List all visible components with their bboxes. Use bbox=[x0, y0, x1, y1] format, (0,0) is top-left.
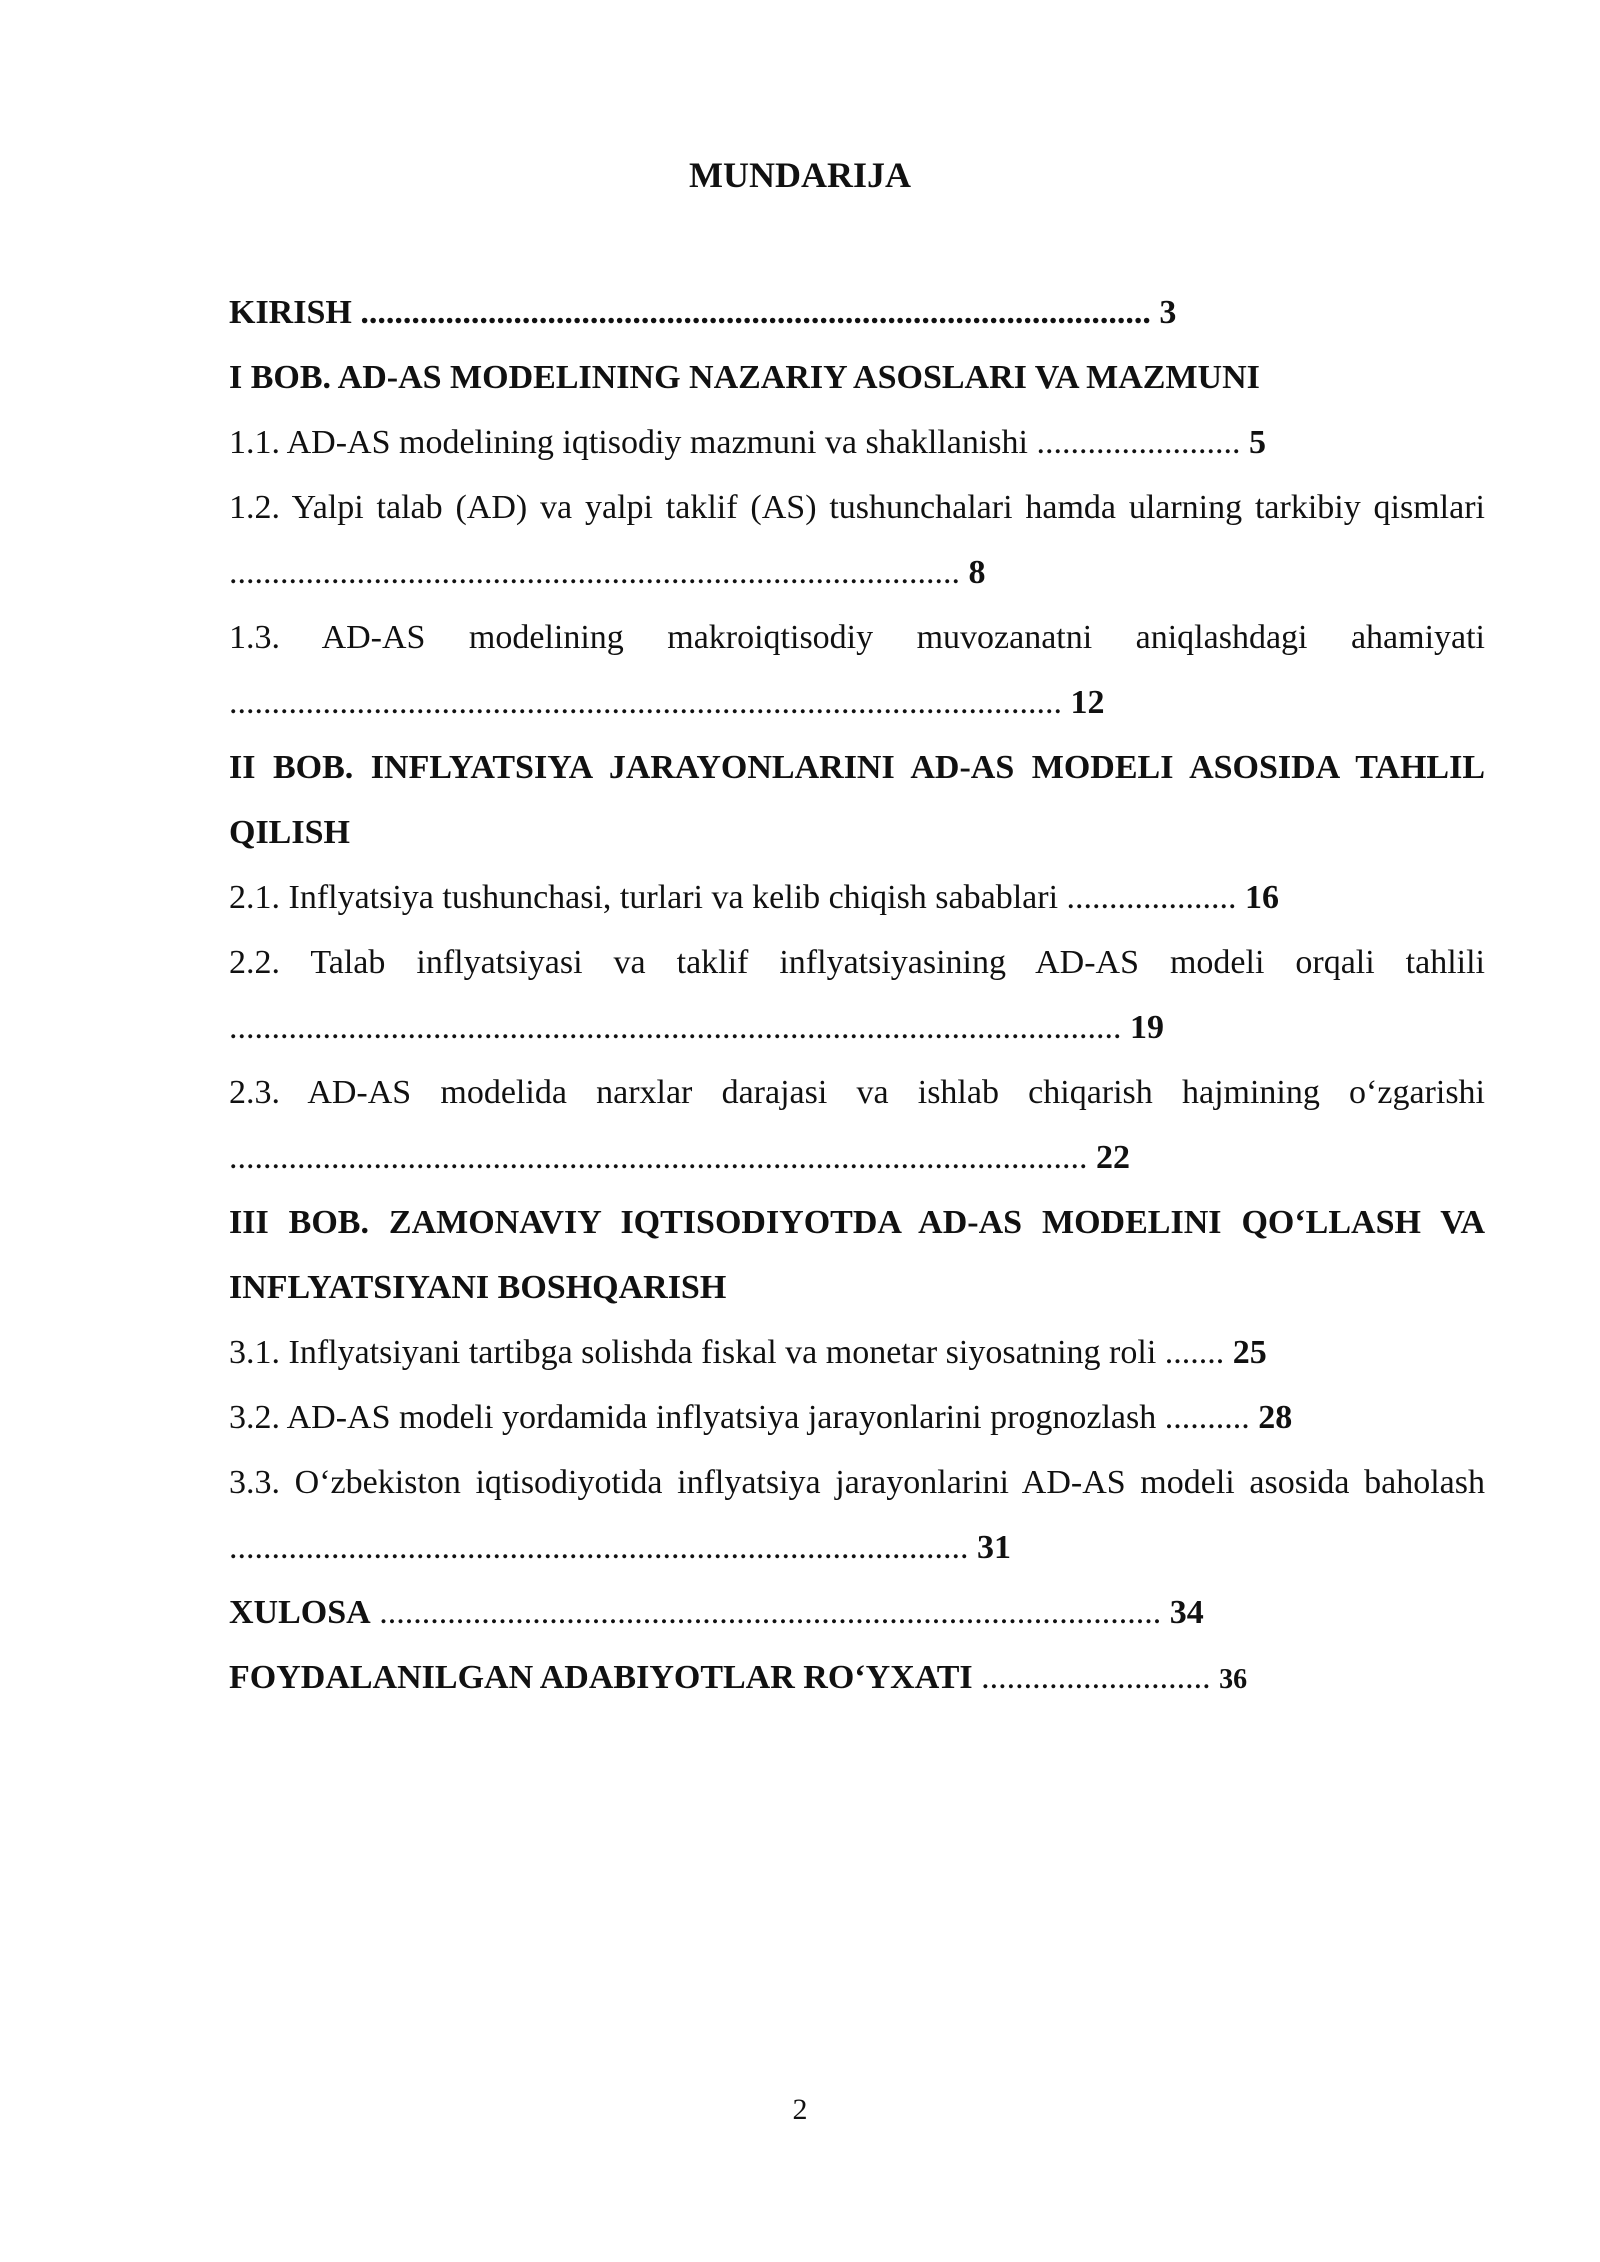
toc-section-2-2 bbox=[229, 930, 1485, 1060]
toc-chapter-3 bbox=[229, 1190, 1485, 1320]
toc-entry-dots: .......... bbox=[1156, 1399, 1259, 1436]
toc-entry-text: KIRISH bbox=[229, 294, 352, 331]
toc-section-1-2 bbox=[229, 475, 1485, 605]
toc-entry-text: 1.1. AD-AS modelining iqtisodiy mazmuni va shakllanishi bbox=[229, 424, 1028, 461]
toc-section-3-3 bbox=[229, 1450, 1485, 1580]
toc-entry-text: 2.3. AD-AS modelida narxlar darajasi va ishlab chiqarish hajmining o‘zgarishi bbox=[229, 1074, 1485, 1111]
toc-entry-text: 1.2. Yalpi talab (AD) va yalpi taklif (AS) tushunchalari hamda ularning tarkibiy qismlari bbox=[229, 489, 1485, 526]
toc-entry-page: 22 bbox=[1096, 1139, 1130, 1176]
toc-entry-text: I BOB. AD-AS MODELINING NAZARIY ASOSLARI VA MAZMUNI bbox=[229, 359, 1260, 396]
toc-entry-page: 34 bbox=[1169, 1594, 1204, 1631]
toc-entry-page: 28 bbox=[1258, 1399, 1293, 1436]
toc-entry-dots: ............................................................................................ bbox=[370, 1594, 1170, 1631]
toc-section-2-3 bbox=[229, 1060, 1485, 1190]
toc-chapter-2 bbox=[229, 735, 1485, 865]
toc-entry-dots: ...................................................................................... bbox=[229, 554, 969, 591]
toc-entry-page: 36 bbox=[1219, 1664, 1248, 1695]
toc-entry-page: 8 bbox=[968, 554, 986, 591]
toc-chapter-1 bbox=[229, 345, 1485, 410]
toc-entry-dots: ....... bbox=[1156, 1334, 1233, 1371]
toc-entry-dots: .................................................................................................. bbox=[229, 684, 1071, 721]
toc-entry-text: XULOSA bbox=[229, 1594, 371, 1631]
toc-section-3-1 bbox=[229, 1320, 1485, 1385]
toc-entry-text: 3.2. AD-AS modeli yordamida inflyatsiya jarayonlarini prognozlash bbox=[229, 1399, 1157, 1436]
toc-entry-text: 3.3. O‘zbekiston iqtisodiyotida inflyatsiya jarayonlarini AD-AS modeli asosida baholash bbox=[229, 1464, 1485, 1501]
toc-entry-dots: ........................ bbox=[1027, 424, 1249, 461]
toc-entry-dots: ........................... bbox=[972, 1659, 1220, 1696]
toc-section-1-3 bbox=[229, 605, 1485, 735]
toc-entry-text: FOYDALANILGAN ADABIYOTLAR RO‘YXATI bbox=[229, 1659, 973, 1696]
toc-entry-dots: ......................................................................................................... bbox=[229, 1009, 1130, 1046]
table-of-contents bbox=[229, 280, 1485, 1712]
toc-entry-page: 19 bbox=[1130, 1009, 1164, 1046]
toc-entry-page: 12 bbox=[1070, 684, 1105, 721]
toc-entry-page: 31 bbox=[977, 1529, 1011, 1566]
toc-entry-text: 2.1. Inflyatsiya tushunchasi, turlari va kelib chiqish sabablari bbox=[229, 879, 1059, 916]
toc-entry-text: III BOB. ZAMONAVIY IQTISODIYOTDA AD-AS MODELINI QO‘LLASH VA INFLYATSIYANI BOSHQARISH bbox=[229, 1204, 1485, 1306]
toc-entry-page: 16 bbox=[1245, 879, 1280, 916]
toc-entry-text: 1.3. AD-AS modelining makroiqtisodiy muvozanatni aniqlashdagi ahamiyati bbox=[229, 619, 1485, 656]
page-number: 2 bbox=[792, 2093, 808, 2126]
toc-entry-introduction bbox=[229, 280, 1485, 345]
toc-section-2-1 bbox=[229, 865, 1485, 930]
toc-section-1-1 bbox=[229, 410, 1485, 475]
toc-entry-references bbox=[229, 1645, 1485, 1712]
toc-entry-text: 2.2. Talab inflyatsiyasi va taklif inflyatsiyasining AD-AS modeli orqali tahlili bbox=[229, 944, 1485, 981]
toc-entry-page: 5 bbox=[1248, 424, 1266, 461]
toc-entry-dots: ..................................................................................................... bbox=[229, 1139, 1096, 1176]
toc-entry-dots: ............................................................................................. bbox=[351, 294, 1160, 331]
toc-section-3-2 bbox=[229, 1385, 1485, 1450]
toc-title: MUNDARIJA bbox=[689, 155, 911, 195]
toc-entry-conclusion bbox=[229, 1580, 1485, 1645]
toc-entry-dots: .................... bbox=[1058, 879, 1246, 916]
toc-entry-page: 3 bbox=[1159, 294, 1177, 331]
toc-entry-page: 25 bbox=[1232, 1334, 1267, 1371]
toc-entry-dots: ....................................................................................... bbox=[229, 1529, 977, 1566]
toc-entry-text: II BOB. INFLYATSIYA JARAYONLARINI AD-AS MODELI ASOSIDA TAHLIL QILISH bbox=[229, 749, 1485, 851]
toc-entry-text: 3.1. Inflyatsiyani tartibga solishda fiskal va monetar siyosatning roli bbox=[229, 1334, 1157, 1371]
